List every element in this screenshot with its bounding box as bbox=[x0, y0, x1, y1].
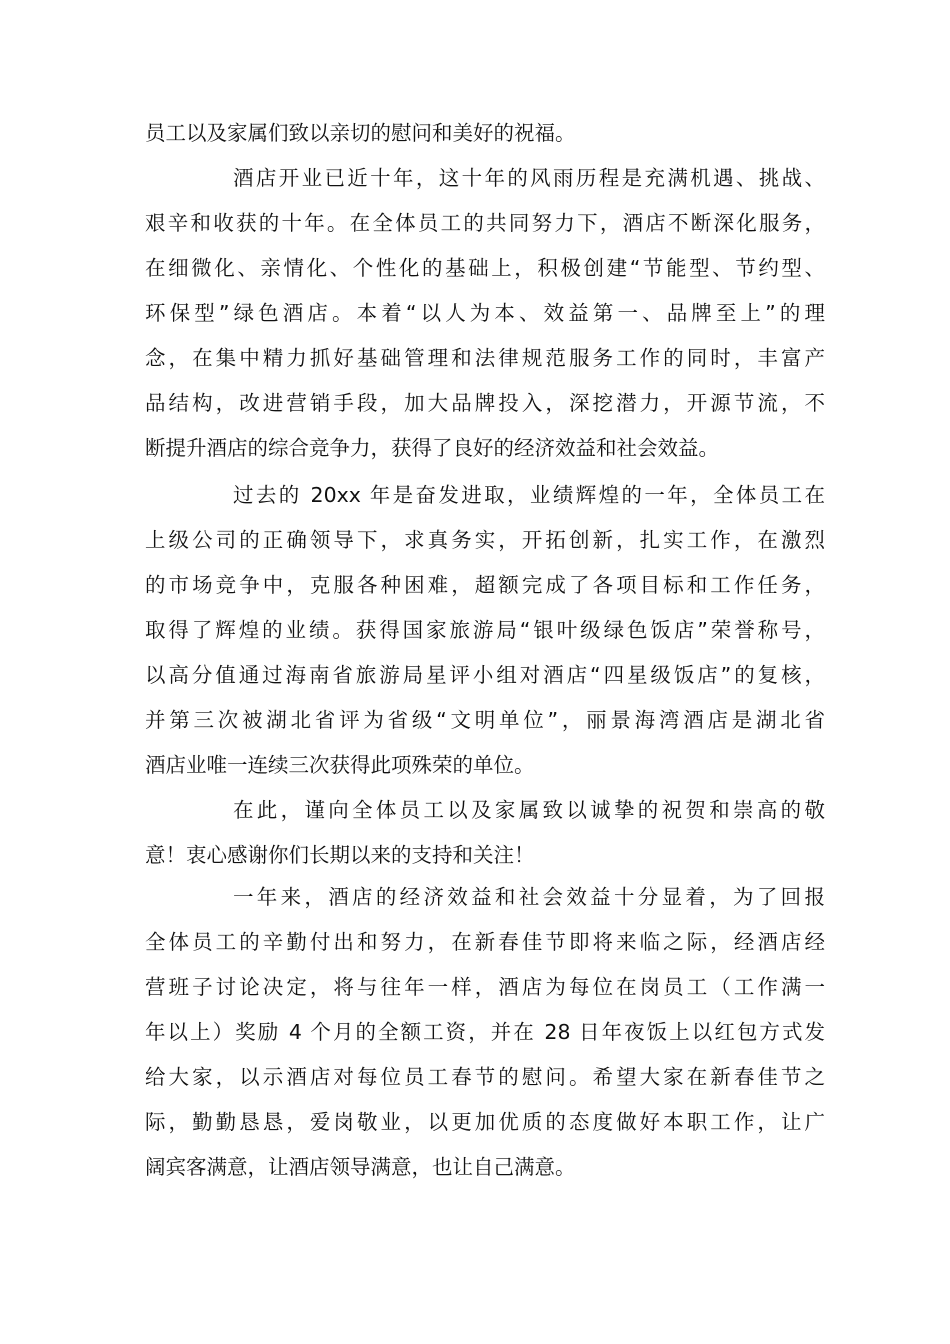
paragraph-line: 际，勤勤恳恳，爱岗敬业，以更加优质的态度做好本职工作，让广 bbox=[145, 1110, 825, 1134]
paragraph-line: 在细微化、亲情化、个性化的基础上，积极创建“节能型、节约型、 bbox=[145, 256, 825, 280]
paragraph-line: 念，在集中精力抓好基础管理和法律规范服务工作的同时，丰富产 bbox=[145, 346, 825, 370]
paragraph-line: 酒店开业已近十年，这十年的风雨历程是充满机遇、挑战、 bbox=[233, 166, 825, 190]
paragraph-line: 过去的 20xx 年是奋发进取，业绩辉煌的一年，全体员工在 bbox=[233, 483, 825, 507]
paragraph-line: 环保型”绿色酒店。本着“以人为本、效益第一、品牌至上”的理 bbox=[145, 301, 825, 325]
paragraph-line: 品结构，改进营销手段，加大品牌投入，深挖潜力，开源节流，不 bbox=[145, 391, 825, 415]
paragraph-line: 在此，谨向全体员工以及家属致以诚挚的祝贺和崇高的敬 bbox=[233, 798, 825, 822]
paragraph-line: 以高分值通过海南省旅游局星评小组对酒店“四星级饭店”的复核， bbox=[145, 663, 825, 687]
paragraph-line: 酒店业唯一连续三次获得此项殊荣的单位。 bbox=[145, 753, 535, 777]
paragraph-line: 取得了辉煌的业绩。获得国家旅游局“银叶级绿色饭店”荣誉称号， bbox=[145, 618, 825, 642]
paragraph-line: 艰辛和收获的十年。在全体员工的共同努力下，酒店不断深化服务， bbox=[145, 211, 825, 235]
paragraph-line: 员工以及家属们致以亲切的慰问和美好的祝福。 bbox=[145, 121, 576, 145]
paragraph-line: 的市场竞争中，克服各种困难，超额完成了各项目标和工作任务， bbox=[145, 573, 825, 597]
paragraph-line: 上级公司的正确领导下，求真务实，开拓创新，扎实工作，在激烈 bbox=[145, 528, 825, 552]
paragraph-line: 给大家，以示酒店对每位员工春节的慰问。希望大家在新春佳节之 bbox=[145, 1065, 825, 1089]
paragraph-line: 年以上）奖励 4 个月的全额工资，并在 28 日年夜饭上以红包方式发 bbox=[145, 1020, 825, 1044]
paragraph-line: 并第三次被湖北省评为省级“文明单位”，丽景海湾酒店是湖北省 bbox=[145, 708, 825, 732]
paragraph-line: 阔宾客满意，让酒店领导满意，也让自己满意。 bbox=[145, 1155, 576, 1179]
paragraph-line: 全体员工的辛勤付出和努力，在新春佳节即将来临之际，经酒店经 bbox=[145, 930, 825, 954]
paragraph-line: 断提升酒店的综合竞争力，获得了良好的经济效益和社会效益。 bbox=[145, 436, 719, 460]
paragraph-line: 一年来，酒店的经济效益和社会效益十分显着，为了回报 bbox=[233, 885, 825, 909]
paragraph-line: 意！衷心感谢你们长期以来的支持和关注！ bbox=[145, 843, 535, 867]
paragraph-line: 营班子讨论决定，将与往年一样，酒店为每位在岗员工（工作满一 bbox=[145, 975, 825, 999]
